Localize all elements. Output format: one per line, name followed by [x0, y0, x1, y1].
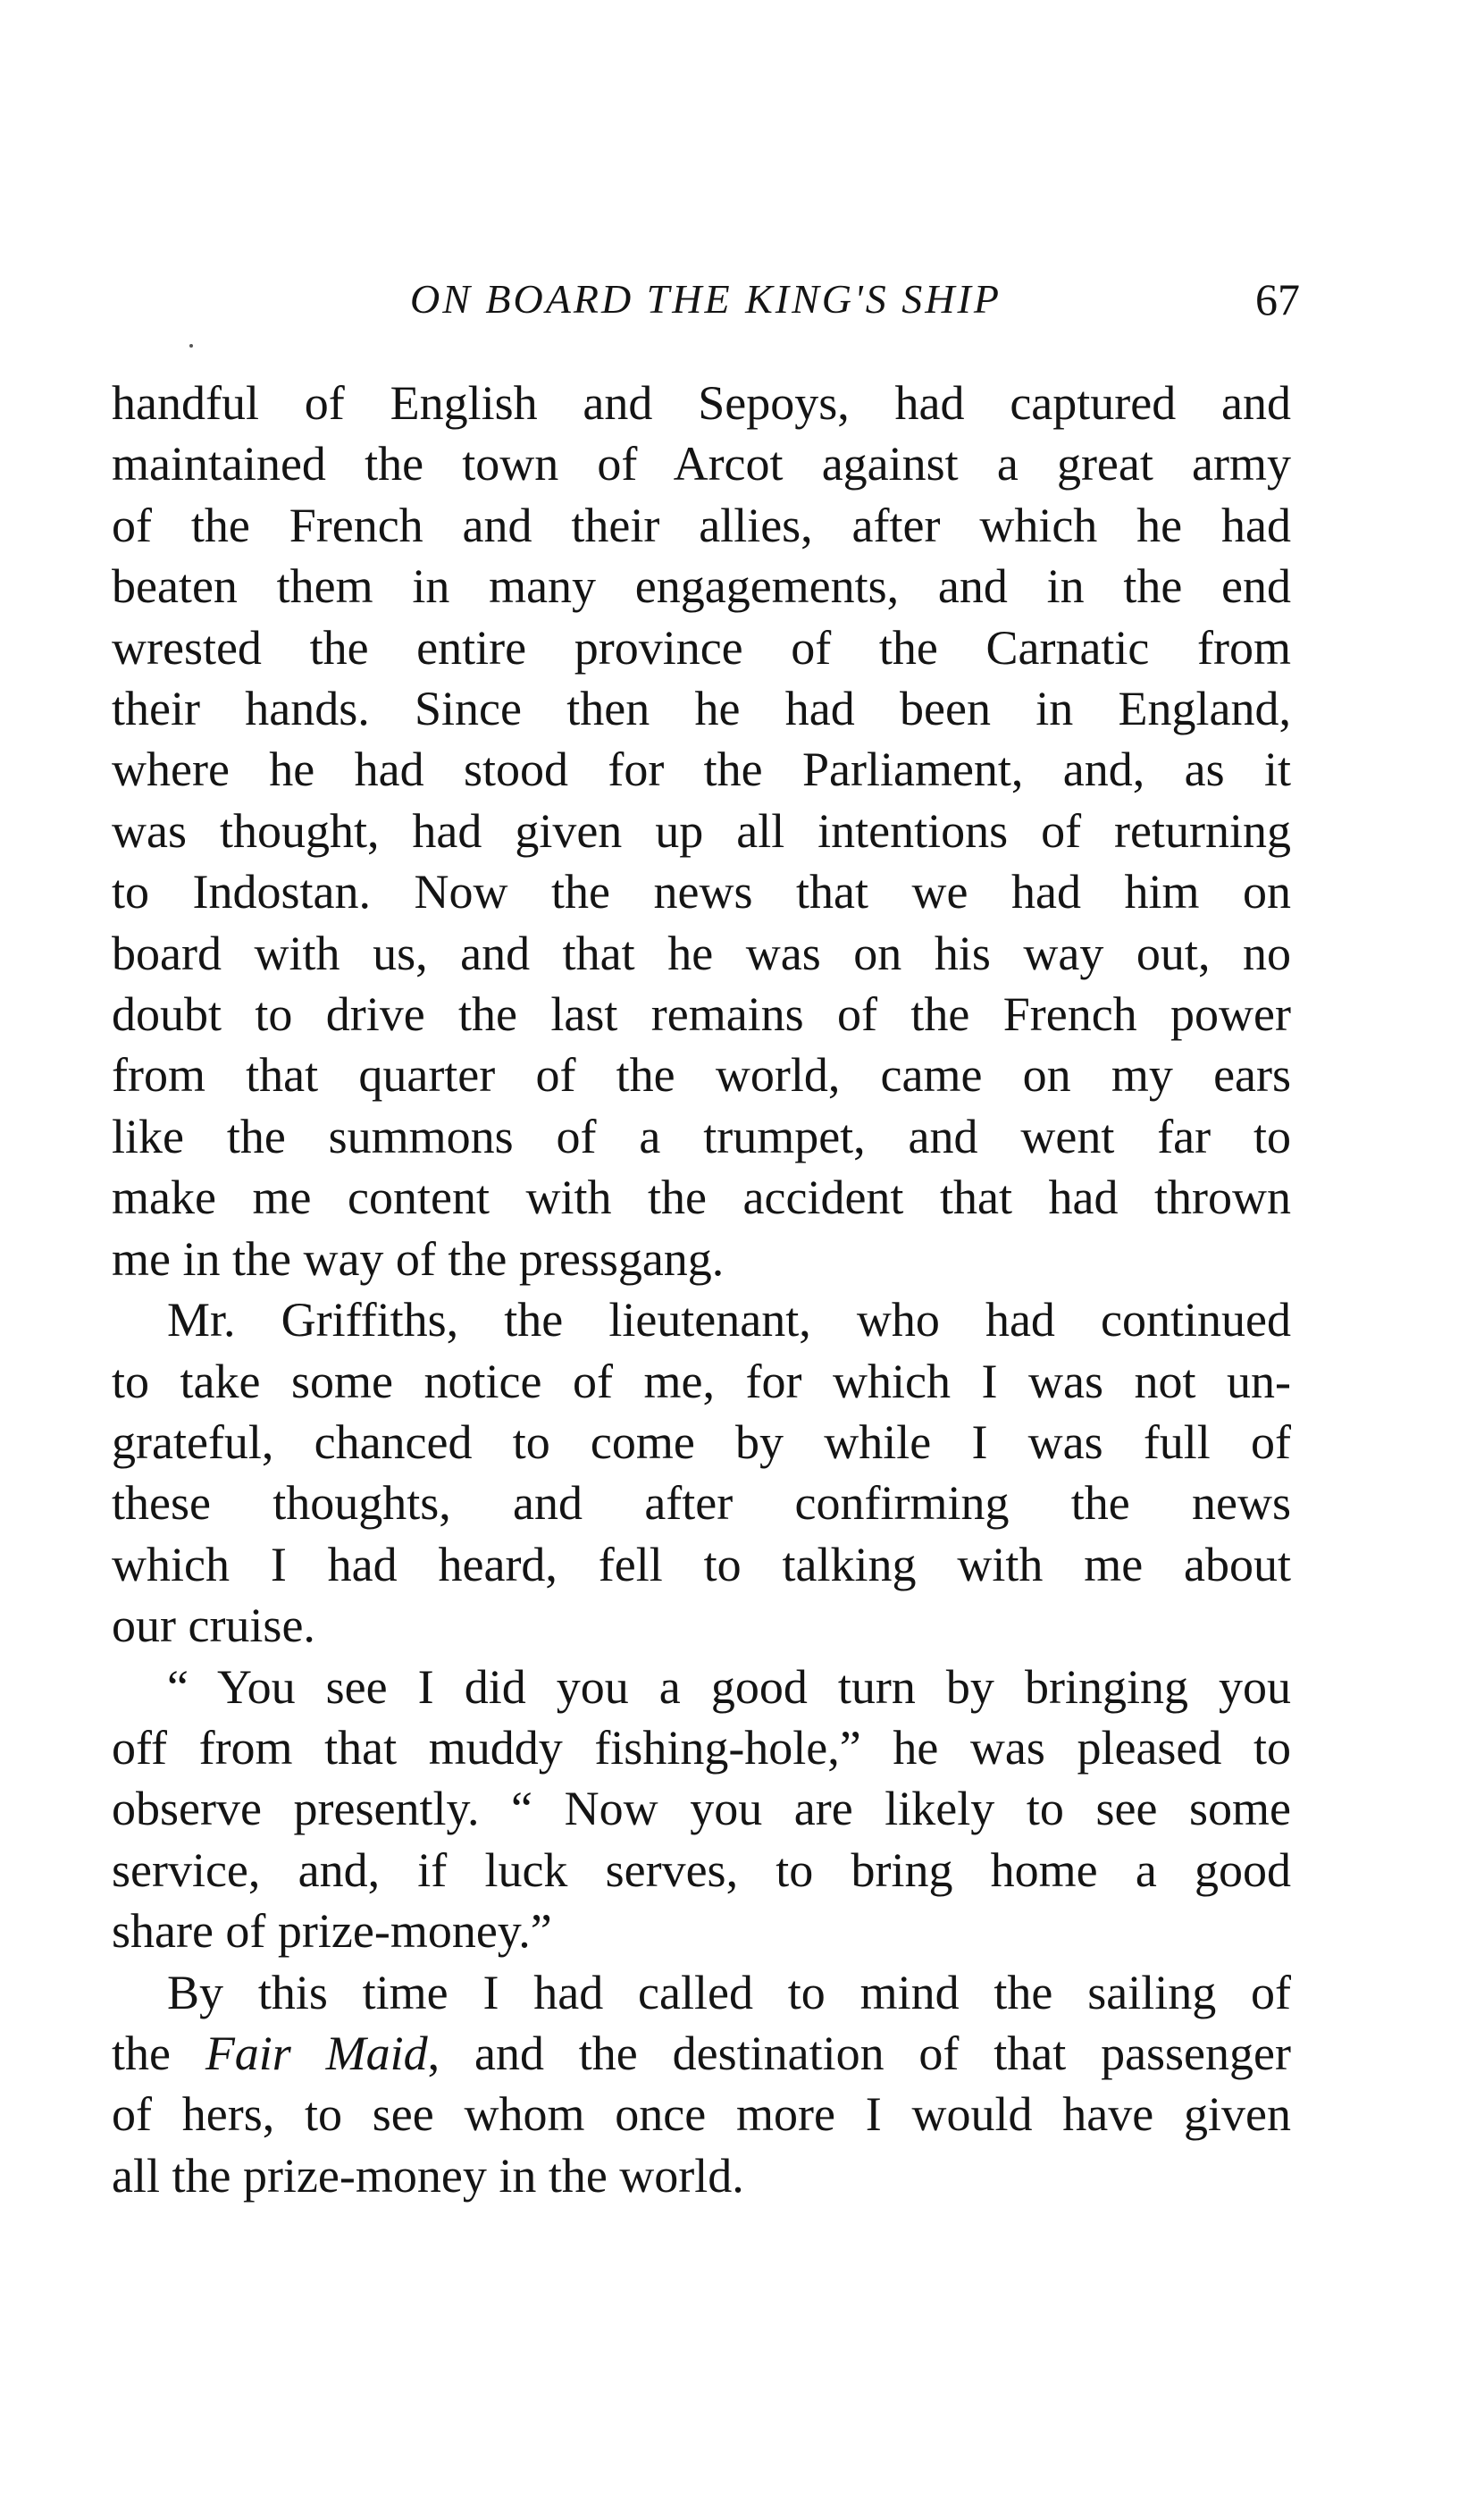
text-line: me in the way of the pressgang. [112, 1231, 725, 1286]
text-line: Mr. Griffiths, the lieutenant, who had continued [167, 1293, 1291, 1347]
text-line: service, and, if luck serves, to bring home a good [112, 1842, 1291, 1897]
text-line [112, 2023, 1291, 2084]
paragraph [112, 1289, 1291, 1656]
text-line: observe presently. “ Now you are likely to see some [112, 1782, 1291, 1836]
text-line: to take some notice of me, for which I was not un- [112, 1354, 1291, 1408]
ink-speck [189, 344, 193, 348]
text-line: to Indostan. Now the news that we had him on [112, 865, 1291, 919]
text-line: of hers, to see whom once more I would have given [112, 2087, 1291, 2142]
text-line: off from that muddy fishing-hole,” he was pleased to [112, 1720, 1291, 1775]
text-line: our cruise. [112, 1599, 315, 1653]
paragraph [112, 1657, 1291, 1962]
text-line: from that quarter of the world, came on my ears [112, 1048, 1291, 1103]
text-line: their hands. Since then he had been in England, [112, 682, 1291, 736]
paragraph [112, 1962, 1291, 2207]
line-segment: , and the destination of that passenger [427, 2026, 1291, 2080]
text-line: all the prize-money in the world. [112, 2148, 744, 2203]
text-line: By this time I had called to mind the sailing of [167, 1965, 1291, 2019]
text-line: grateful, chanced to come by while I was full of [112, 1414, 1291, 1469]
text-line: of the French and their allies, after which he had [112, 498, 1291, 552]
text-line: which I had heard, fell to talking with me about [112, 1537, 1291, 1591]
ship-name: Fair Maid [205, 2026, 428, 2080]
text-line: doubt to drive the last remains of the French power [112, 987, 1291, 1042]
text-line: maintained the town of Arcot against a great army [112, 437, 1291, 491]
text-line: handful of English and Sepoys, had captured and [112, 376, 1291, 430]
body-text [112, 373, 1291, 2206]
text-line: beaten them in many engagements, and in the end [112, 559, 1291, 614]
text-line: make me content with the accident that had thrown [112, 1171, 1291, 1225]
text-line: board with us, and that he was on his way out, no [112, 926, 1291, 980]
text-line: was thought, had given up all intentions of returning [112, 803, 1291, 858]
text-line: where he had stood for the Parliament, and, as it [112, 743, 1291, 797]
text-line: like the summons of a trumpet, and went far to [112, 1109, 1291, 1163]
text-line: “ You see I did you a good turn by bringing you [167, 1659, 1291, 1714]
page-number: 67 [1255, 274, 1300, 324]
paragraph [112, 373, 1291, 1289]
text-line: wrested the entire province of the Carnatic from [112, 620, 1291, 675]
line-segment: the [112, 2026, 205, 2080]
running-head [112, 273, 1300, 344]
running-title: ON BOARD THE KING'S SHIP [410, 276, 1002, 322]
text-line: these thoughts, and after confirming the news [112, 1476, 1291, 1531]
text-line: share of prize-money.” [112, 1904, 552, 1959]
